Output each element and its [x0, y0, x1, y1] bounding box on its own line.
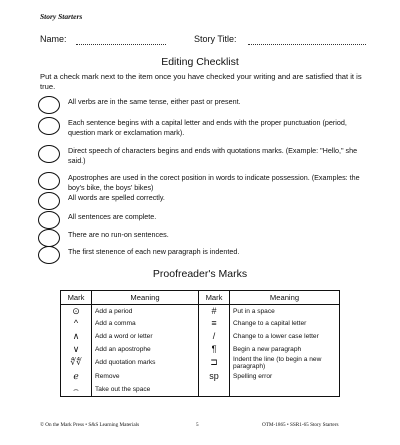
checklist-item-text: There are no run-on sentences.	[68, 230, 169, 239]
mark-meaning: Add a period	[92, 305, 199, 318]
mark-meaning: Add quotation marks	[92, 356, 199, 371]
mark-meaning: Spelling error	[230, 371, 340, 384]
mark-meaning: Begin a new paragraph	[230, 343, 340, 356]
footer-product-code: OTM-1865 • SSR1-65 Story Starters	[262, 422, 339, 428]
mark-meaning: Change to a lower case letter	[230, 330, 340, 343]
column-header: Meaning	[230, 291, 340, 305]
comma-mark-icon: ^	[61, 318, 92, 331]
table-row	[61, 343, 340, 356]
checklist-item-text: Each sentence begins with a capital letter and ends with the proper punctuation (period, question mark or exclamation mark).	[68, 118, 347, 137]
checklist-intro: Put a check mark next to the item once you have checked your writing and are satisfied that it is true.	[40, 72, 362, 91]
indent-mark-icon: ⊐	[199, 356, 230, 371]
mark-meaning: Remove	[92, 371, 199, 384]
spelling-mark-icon: sp	[199, 371, 230, 384]
checklist-title: Editing Checklist	[161, 56, 239, 68]
checklist-item-text: Direct speech of characters begins and ends with quotations marks. (Example: "Hello," she said.)	[68, 146, 358, 165]
series-title: Story Starters	[40, 12, 83, 21]
story-title-line	[248, 44, 366, 45]
mark-meaning: Add an apostrophe	[92, 343, 199, 356]
proofreader-marks-table	[60, 290, 340, 397]
column-header: Mark	[199, 291, 230, 305]
table-row	[61, 356, 340, 371]
lowercase-mark-icon: /	[199, 330, 230, 343]
table-row	[61, 371, 340, 384]
checklist-item-text: Apostrophes are used in the corect position in words to indicate possession. (Examples: the boy's bike, the boys' bikes)	[68, 173, 360, 192]
checklist-item-text: All words are spelled correctly.	[68, 193, 165, 202]
checklist-item-text: The first stenence of each new paragraph is indented.	[68, 247, 240, 256]
checklist-item-text: All sentences are complete.	[68, 212, 157, 221]
mark-meaning: Add a word or letter	[92, 330, 199, 343]
table-row	[61, 305, 340, 318]
empty-cell	[230, 383, 340, 396]
table-row	[61, 383, 340, 396]
table-row	[61, 330, 340, 343]
story-title-label: Story Title:	[194, 34, 237, 44]
checkbox-circle-icon[interactable]	[38, 246, 60, 264]
name-label: Name:	[40, 34, 67, 44]
remove-mark-icon: ℯ	[61, 371, 92, 384]
space-mark-icon: #	[199, 305, 230, 318]
quotation-mark-icon: ∜∜	[61, 356, 92, 371]
checkbox-circle-icon[interactable]	[38, 192, 60, 210]
mark-meaning: Indent the line (to begin a new paragraph)	[230, 356, 340, 371]
capital-mark-icon: ≡	[199, 318, 230, 331]
mark-meaning: Add a comma	[92, 318, 199, 331]
period-mark-icon: ⊙	[61, 305, 92, 318]
column-header: Meaning	[92, 291, 199, 305]
footer-publisher: © On the Mark Press • S&S Learning Materials	[40, 422, 140, 428]
table-row	[61, 318, 340, 331]
checklist-item-text: All verbs are in the same tense, either past or present.	[68, 97, 241, 106]
table-header-row	[61, 291, 340, 305]
checkbox-circle-icon[interactable]	[38, 145, 60, 163]
empty-cell	[199, 383, 230, 396]
checkbox-circle-icon[interactable]	[38, 229, 60, 247]
column-header: Mark	[61, 291, 92, 305]
page-number: 5	[196, 422, 199, 428]
checkbox-circle-icon[interactable]	[38, 117, 60, 135]
paragraph-mark-icon: ¶	[199, 343, 230, 356]
mark-meaning: Change to a capital letter	[230, 318, 340, 331]
checkbox-circle-icon[interactable]	[38, 172, 60, 190]
proofreader-title: Proofreader's Marks	[152, 268, 248, 280]
apostrophe-mark-icon: ∨	[61, 343, 92, 356]
name-line	[76, 44, 166, 45]
checkbox-circle-icon[interactable]	[38, 96, 60, 114]
mark-meaning: Take out the space	[92, 383, 199, 396]
mark-meaning: Put in a space	[230, 305, 340, 318]
caret-mark-icon: ∧	[61, 330, 92, 343]
close-space-mark-icon: ⌢	[61, 383, 92, 396]
checkbox-circle-icon[interactable]	[38, 211, 60, 229]
